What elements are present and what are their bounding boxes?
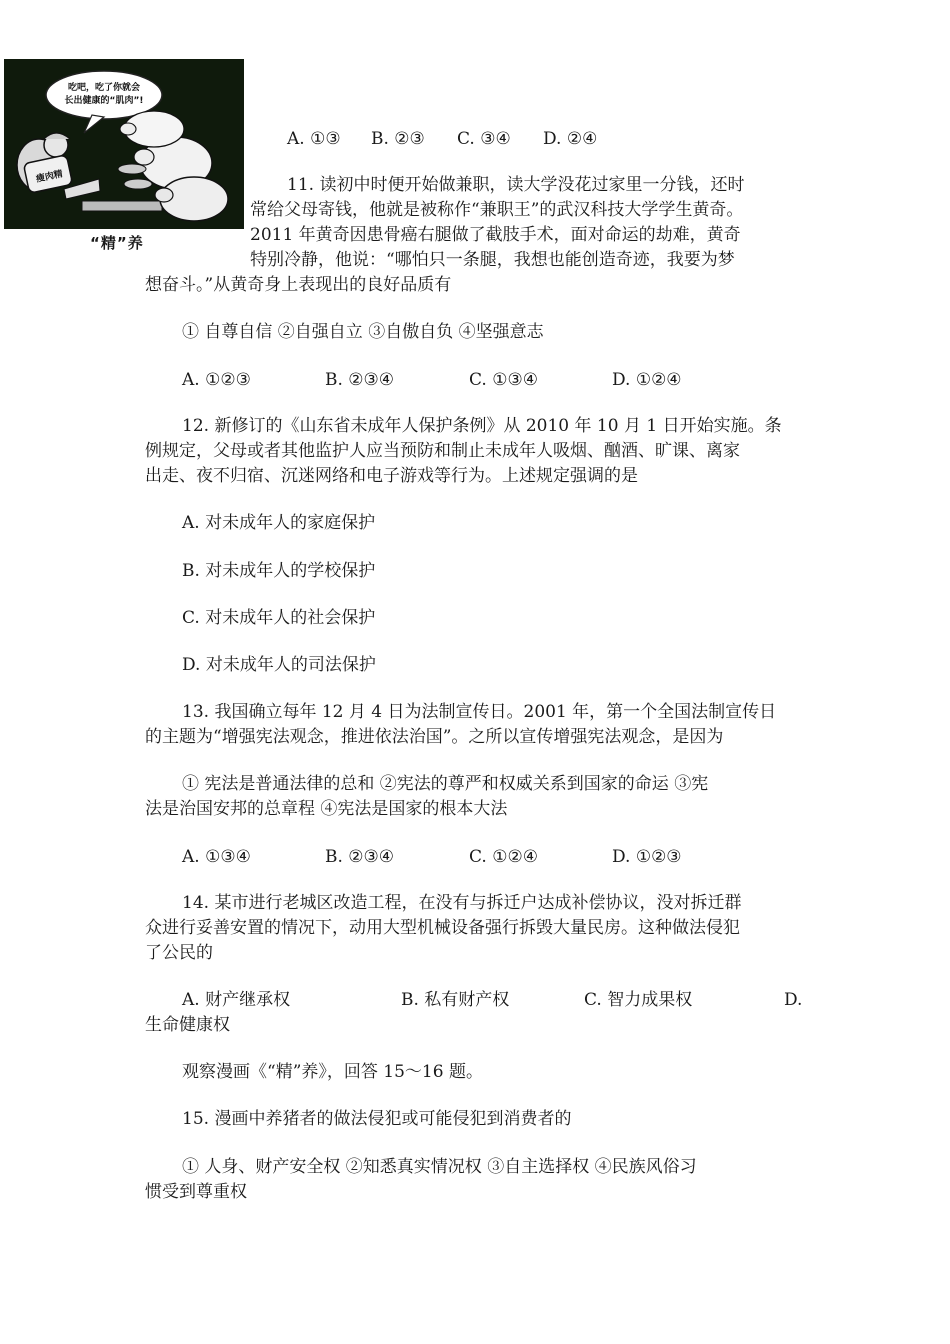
q14-line: 14. 某市进行老城区改造工程，在没有与拆迁户达成补偿协议，没对拆迁群	[182, 893, 742, 913]
q14-option-c: C. 智力成果权	[584, 990, 693, 1010]
q11-option-c: C. ①③④	[469, 370, 538, 390]
comic-intro: 观察漫画《“精”养》，回答 15～16 题。	[182, 1062, 483, 1082]
q11-line: 特别冷静，他说：“哪怕只一条腿，我想也能创造奇迹，我要为梦	[250, 250, 735, 270]
q15-line: 15. 漫画中养猪者的做法侵犯或可能侵犯到消费者的	[182, 1109, 572, 1129]
q12-line: 12. 新修订的《山东省未成年人保护条例》从 2010 年 10 月 1 日开始实施。条	[182, 416, 782, 436]
q11-line: 2011 年黄奇因患骨癌右腿做了截肢手术，面对命运的劫难，黄奇	[250, 225, 741, 245]
q12-line: 出走、夜不归宿、沉迷网络和电子游戏等行为。上述规定强调的是	[145, 466, 638, 486]
comic-drawing	[4, 59, 244, 229]
q11-line: 想奋斗。”从黄奇身上表现出的良好品质有	[145, 275, 452, 295]
q12-option-a: A. 对未成年人的家庭保护	[182, 513, 376, 533]
q12-line: 例规定，父母或者其他监护人应当预防和制止未成年人吸烟、酗酒、旷课、离家	[145, 441, 740, 461]
q13-option-a: A. ①③④	[182, 847, 251, 867]
q11-option-b: B. ②③④	[325, 370, 395, 390]
q10-option-c: C. ③④	[457, 129, 511, 149]
q13-option-c: C. ①②④	[469, 847, 538, 867]
q14-option-d: D.	[784, 990, 803, 1010]
q15-items: ① 人身、财产安全权 ②知悉真实情况权 ③自主选择权 ④民族风俗习	[182, 1157, 697, 1177]
q13-items: 法是治国安邦的总章程 ④宪法是国家的根本大法	[145, 799, 508, 819]
q11-option-d: D. ①②④	[612, 370, 682, 390]
speech-line-2: 长出健康的“肌肉”!	[64, 96, 144, 106]
q14-line: 众进行妥善安置的情况下，动用大型机械设备强行拆毁大量民房。这种做法侵犯	[145, 918, 740, 938]
q14-option-d-text: 生命健康权	[145, 1015, 230, 1035]
q11-option-a: A. ①②③	[182, 370, 251, 390]
q15-items: 惯受到尊重权	[145, 1182, 247, 1202]
q11-line: 常给父母寄钱，他就是被称作“兼职王”的武汉科技大学学生黄奇。	[250, 200, 744, 220]
q13-line: 13. 我国确立每年 12 月 4 日为法制宣传日。2001 年，第一个全国法制宣传日	[182, 702, 777, 722]
q12-option-b: B. 对未成年人的学校保护	[182, 561, 376, 581]
q13-option-d: D. ①②③	[612, 847, 682, 867]
q12-option-c: C. 对未成年人的社会保护	[182, 608, 376, 628]
q11-line: 11. 读初中时便开始做兼职，读大学没花过家里一分钱，还时	[287, 175, 745, 195]
q10-option-d: D. ②④	[543, 129, 598, 149]
q12-option-d: D. 对未成年人的司法保护	[182, 655, 376, 675]
q14-option-a: A. 财产继承权	[182, 990, 291, 1010]
bag-label: 瘦肉精	[35, 169, 64, 185]
speech-line-1: 吃吧，吃了你就会	[67, 83, 141, 93]
q14-line: 了公民的	[145, 943, 213, 963]
comic-image	[4, 59, 244, 229]
q14-option-b: B. 私有财产权	[401, 990, 510, 1010]
q13-option-b: B. ②③④	[325, 847, 395, 867]
q11-items: ① 自尊自信 ②自强自立 ③自傲自负 ④坚强意志	[182, 322, 544, 342]
q10-option-b: B. ②③	[371, 129, 425, 149]
q13-items: ① 宪法是普通法律的总和 ②宪法的尊严和权威关系到国家的命运 ③宪	[182, 774, 709, 794]
comic-caption: “精”养	[90, 234, 144, 252]
q10-option-a: A. ①③	[287, 129, 341, 149]
q13-line: 的主题为“增强宪法观念，推进依法治国”。之所以宣传增强宪法观念，是因为	[145, 727, 724, 747]
